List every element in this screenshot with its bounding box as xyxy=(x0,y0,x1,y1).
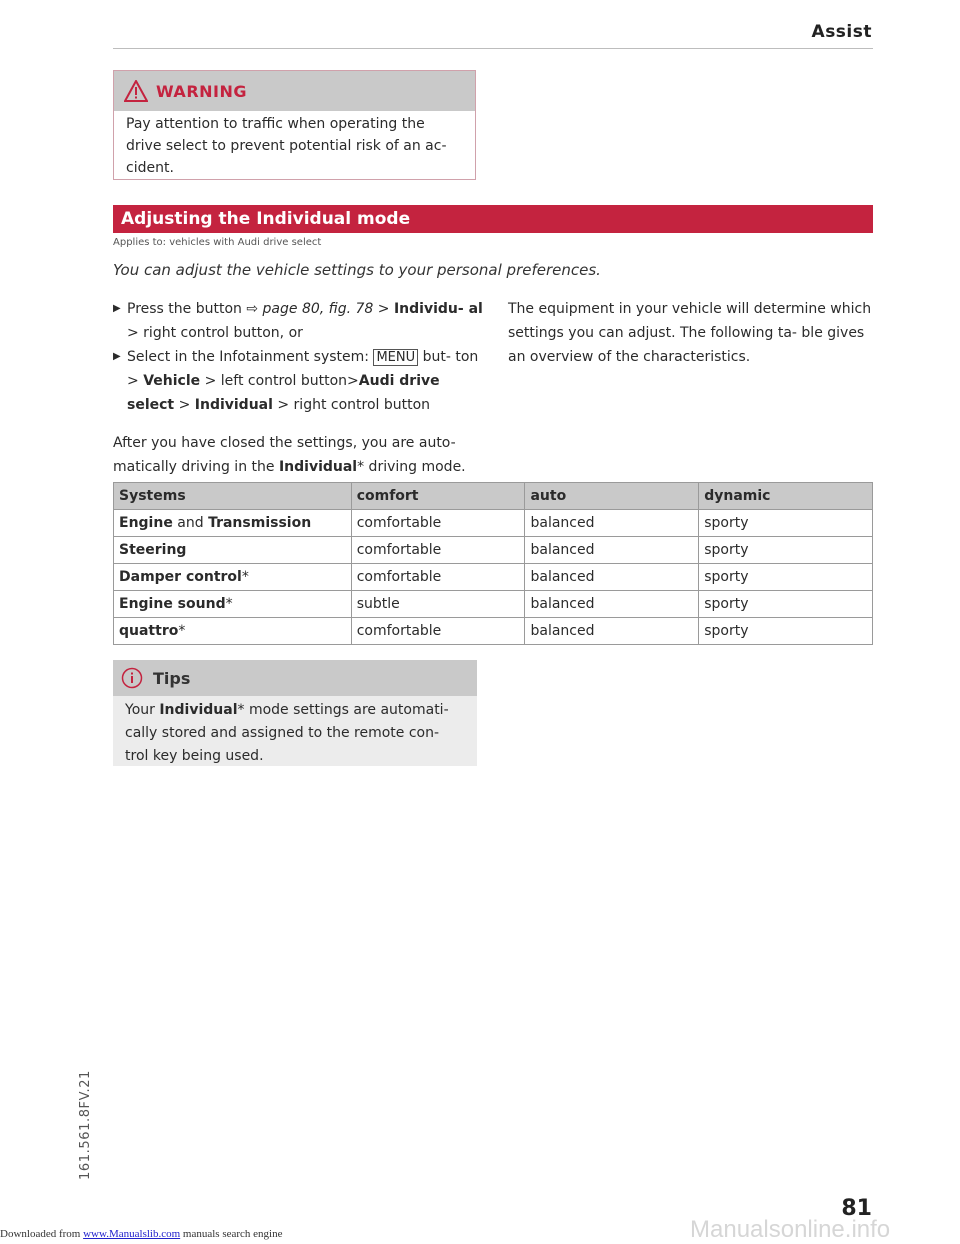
step-1-tail: > right control button, or xyxy=(127,325,303,341)
after-settings-paragraph xyxy=(113,431,483,479)
table-header-dynamic: dynamic xyxy=(699,483,873,510)
watermark: Manualsonline.info xyxy=(690,1216,891,1243)
characteristics-table xyxy=(113,482,873,645)
step-2-audi-drive-select: Audi drive select xyxy=(127,373,440,413)
warning-triangle-icon xyxy=(124,80,148,102)
header-divider xyxy=(113,48,873,49)
menu-key: MENU xyxy=(373,349,418,366)
tips-text xyxy=(113,696,477,768)
warning-box xyxy=(113,70,476,180)
optional-equipment-asterisk: * xyxy=(241,569,249,585)
warning-text: Pay attention to traffic when operating the drive select to prevent potential risk of an ac- cident. xyxy=(114,111,475,179)
table-cell-system xyxy=(114,510,352,537)
info-icon xyxy=(121,667,143,689)
table-cell-auto: balanced xyxy=(525,510,699,537)
page-reference-link[interactable]: ⇨ page 80, fig. 78 xyxy=(246,301,374,317)
table-cell-comfort: comfortable xyxy=(351,564,525,591)
table-header-systems: Systems xyxy=(114,483,352,510)
bullet-triangle-icon: ▶ xyxy=(113,351,121,362)
table-cell-auto: balanced xyxy=(525,591,699,618)
table-cell-auto: balanced xyxy=(525,564,699,591)
after-tail: * driving mode. xyxy=(357,459,466,475)
system-name: Damper control xyxy=(119,569,242,585)
table-header-row xyxy=(114,483,873,510)
step-2-tail: > right control button xyxy=(272,397,431,413)
step-1-text: Press the button xyxy=(127,301,247,317)
step-2-left-button: > left control button> xyxy=(200,373,359,389)
system-name-2: Transmission xyxy=(208,515,312,531)
footer-suffix: manuals search engine xyxy=(180,1228,283,1240)
bullet-triangle-icon: ▶ xyxy=(113,303,121,314)
section-title: Adjusting the Individual mode xyxy=(121,209,411,229)
manualslib-link[interactable]: www.Manualslib.com xyxy=(83,1228,181,1240)
system-name: quattro xyxy=(119,623,179,639)
table-cell-auto: balanced xyxy=(525,618,699,645)
equipment-note: The equipment in your vehicle will determine which settings you can adjust. The following ta- ble gives an overview of the characteristics. xyxy=(508,301,872,365)
page-number: 81 xyxy=(841,1196,872,1221)
table-row xyxy=(114,591,873,618)
table-cell-comfort: subtle xyxy=(351,591,525,618)
step-1-individual: Individu- al xyxy=(393,301,483,317)
table-cell-dynamic: sporty xyxy=(699,618,873,645)
table-cell-dynamic: sporty xyxy=(699,564,873,591)
table-header-comfort: comfort xyxy=(351,483,525,510)
tips-header xyxy=(113,660,477,696)
warning-header xyxy=(114,71,475,111)
table-cell-comfort: comfortable xyxy=(351,537,525,564)
after-individual: Individual xyxy=(278,459,358,475)
instructions-column xyxy=(113,297,483,479)
tips-individual: Individual xyxy=(159,702,238,718)
optional-equipment-asterisk: * xyxy=(225,596,233,612)
table-cell-dynamic: sporty xyxy=(699,510,873,537)
optional-equipment-asterisk: * xyxy=(178,623,186,639)
table-row xyxy=(114,510,873,537)
step-2-separator-2: > xyxy=(174,397,195,413)
after-text: After you have closed the settings, you are auto- matically driving in the xyxy=(113,435,456,475)
warning-title: WARNING xyxy=(156,81,247,101)
table-row xyxy=(114,618,873,645)
table-cell-system xyxy=(114,591,352,618)
table-header-auto: auto xyxy=(525,483,699,510)
table-cell-system xyxy=(114,564,352,591)
download-footer xyxy=(0,1228,282,1240)
table-cell-dynamic: sporty xyxy=(699,591,873,618)
table-cell-comfort: comfortable xyxy=(351,510,525,537)
system-name: Engine sound xyxy=(119,596,226,612)
step-2-separator: but- ton > xyxy=(127,349,479,389)
system-name: Steering xyxy=(119,542,187,558)
table-cell-comfort: comfortable xyxy=(351,618,525,645)
system-joiner: and xyxy=(172,515,209,531)
section-heading xyxy=(113,205,873,233)
tips-box xyxy=(113,660,477,766)
section-intro: You can adjust the vehicle settings to your personal preferences. xyxy=(113,261,601,279)
step-2-text: Select in the Infotainment system: xyxy=(127,349,374,365)
step-1-separator: > xyxy=(373,301,394,317)
tips-text-tail: * mode settings are automati- cally stored and assigned to the remote con- trol key being used. xyxy=(125,702,449,764)
table-cell-system xyxy=(114,618,352,645)
step-2 xyxy=(113,345,483,417)
footer-prefix: Downloaded from xyxy=(0,1228,84,1240)
document-code: 161.561.8FV.21 xyxy=(78,1070,93,1180)
tips-title: Tips xyxy=(153,668,191,688)
system-name: Engine xyxy=(119,515,173,531)
page-section-title: Assist xyxy=(811,22,872,42)
step-2-vehicle: Vehicle xyxy=(143,373,201,389)
table-row xyxy=(114,537,873,564)
tips-text-start: Your xyxy=(125,702,160,718)
applies-to-note: Applies to: vehicles with Audi drive select xyxy=(113,237,322,248)
step-2-individual: Individual xyxy=(194,397,273,413)
table-cell-auto: balanced xyxy=(525,537,699,564)
table-cell-system xyxy=(114,537,352,564)
table-cell-dynamic: sporty xyxy=(699,537,873,564)
table-row xyxy=(114,564,873,591)
step-1 xyxy=(113,297,483,345)
